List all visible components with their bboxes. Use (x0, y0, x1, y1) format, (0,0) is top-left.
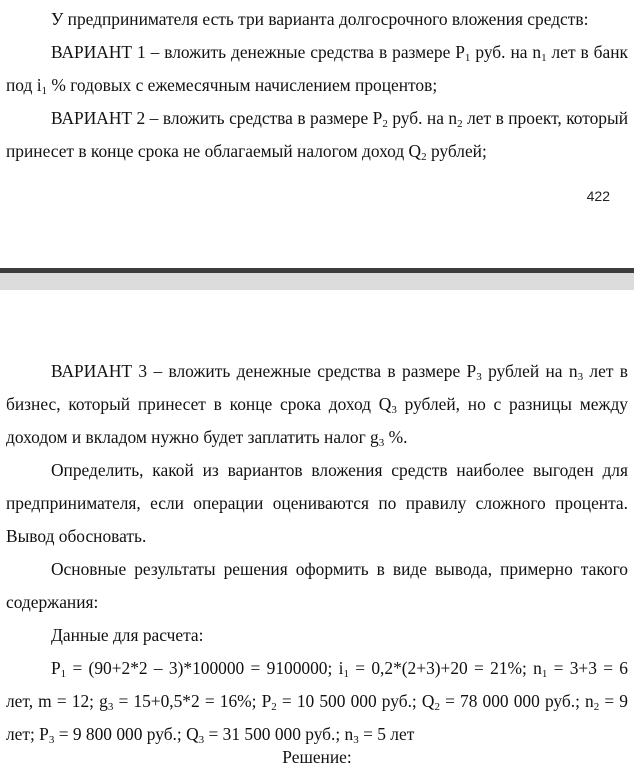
subscript-index: 3 (48, 734, 55, 746)
subscript-index: 1 (60, 668, 67, 680)
page-bottom (0, 290, 634, 772)
subscript-index: 2 (457, 118, 463, 130)
data-paragraph: $P_1 = (90+2*2 - 3)*100000 = 9100000$; $i_1 = 0,2*(2+3)+20 = 21\%$; $n_1 = 3+3 = 6$ лет, m = 12; $g_3 = 15+0,5*2 = 16\%$; $P_2 = 10$ 500 000 руб.; $Q_2 = 78$ 000 000 руб.; $n_2 = 9$ лет; $P_3 = 9$ 800 000 руб.; $Q_3 = 31$ 500 000 руб.; $n_3 = 5$ лет (6, 658, 628, 746)
intro-paragraph: У предпринимателя есть три варианта долгосрочного вложения средств: (51, 9, 589, 29)
variant-1-paragraph: ВАРИАНТ 1 – вложить денежные средства в размере $P_1$ руб. на $n_1$ лет в банк под $i_1$ % годовых с ежемесячным начислением процентов; (6, 42, 628, 97)
variant-2-paragraph: ВАРИАНТ 2 – вложить средства в размере $P_2$ руб. на $n_2$ лет в проект, который принесет в конце срока не облагаемый налогом доход $Q_2$ рублей; (6, 108, 628, 163)
subscript-index: 1 (541, 52, 547, 64)
results-note-paragraph: Основные результаты решения оформить в виде вывода, примерно такого содержания: (6, 559, 628, 612)
subscript-index: 2 (421, 151, 427, 163)
solution-heading: Решение: (282, 747, 352, 767)
subscript-index: 3 (577, 371, 584, 383)
subscript-index: 1 (41, 85, 48, 97)
subscript-index: 3 (391, 404, 397, 416)
page-break-line (0, 268, 634, 273)
subscript-index: 3 (353, 734, 359, 746)
subscript-index: 1 (464, 52, 471, 64)
page-number: 422 (586, 188, 610, 204)
subscript-index: 3 (476, 371, 482, 383)
subscript-index: 1 (343, 668, 349, 680)
variant-3-paragraph: ВАРИАНТ 3 – вложить денежные средства в размере $P_3$ рублей на $n_3$ лет в бизнес, который принесет в конце срока доход $Q_3$ рублей, но с разницы между доходом и вкладом нужно будет заплатить налог $g_3$ %. (6, 361, 628, 449)
data-heading: Данные для расчета: (51, 625, 204, 645)
page-top (0, 0, 634, 268)
subscript-index: 3 (378, 437, 385, 449)
subscript-index: 3 (198, 734, 205, 746)
subscript-index: 1 (541, 668, 548, 680)
task-paragraph: Определить, какой из вариантов вложения средств наиболее выгоден для предпринимателя, если операции оцениваются по правилу сложного процента. Вывод обосновать. (6, 460, 628, 546)
subscript-index: 3 (107, 701, 114, 713)
subscript-index: 2 (434, 701, 440, 713)
subscript-index: 2 (271, 701, 277, 713)
subscript-index: 2 (382, 118, 388, 130)
subscript-index: 2 (593, 701, 600, 713)
